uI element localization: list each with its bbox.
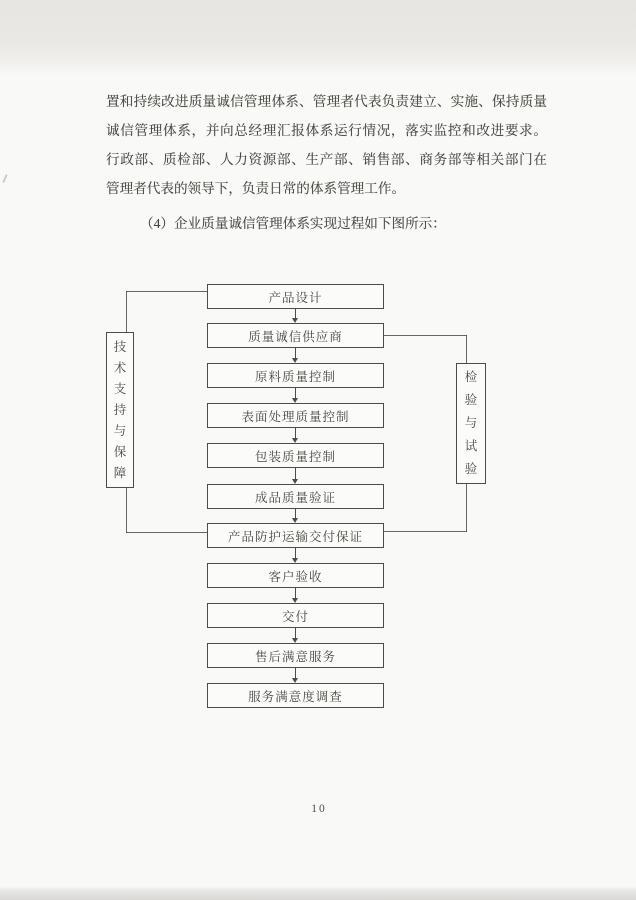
paragraph-line-1: 置和持续改进质量诚信管理体系、管理者代表负责建立、实施、保持质量 [106,94,547,109]
flow-step-customer-acceptance: 客户验收 [207,563,384,588]
page-number: 10 [311,803,327,815]
down-arrow-icon [292,628,299,643]
flow-side-technical-support [106,332,134,488]
flow-side-label: 检验与试验 [464,370,478,476]
flow-step-aftersales-service: 售后满意服务 [207,643,384,668]
flow-step-delivery: 交付 [207,603,384,628]
connector-right-top-h [384,335,467,336]
connector-left-bottom-v [126,488,127,533]
down-arrow-icon [292,309,299,323]
flow-side-label: 技术支持与保障 [113,339,127,480]
connector-right-bottom-v [466,484,467,532]
down-arrow-icon [292,668,299,683]
connector-left-top-h [126,291,207,292]
connector-right-top-v [466,335,467,363]
down-arrow-icon [292,468,299,484]
paragraph-line-3: 行政部、质检部、人力资源部、生产部、销售部、商务部等相关部门在 [106,152,547,167]
flow-step-surface-treatment: 表面处理质量控制 [207,403,384,428]
down-arrow-icon [292,548,299,563]
connector-left-top-v [126,291,127,332]
down-arrow-icon [292,428,299,443]
flow-step-protection-delivery: 产品防护运输交付保证 [207,523,384,548]
down-arrow-icon [292,588,299,603]
down-arrow-icon [292,348,299,363]
paragraph-line-4: 管理者代表的领导下，负责日常的体系管理工作。 [106,181,406,196]
flow-step-product-design: 产品设计 [207,284,384,309]
connector-right-bottom-h [384,531,467,532]
flow-step-supplier: 质量诚信供应商 [207,323,384,348]
flow-step-finished-product: 成品质量验证 [207,484,384,509]
down-arrow-icon [292,509,299,523]
flow-step-packaging: 包装质量控制 [207,443,384,468]
flow-side-inspection-test [456,363,486,484]
flow-step-satisfaction-survey: 服务满意度调查 [207,683,384,708]
down-arrow-icon [292,388,299,403]
connector-left-bottom-h [126,532,207,533]
flow-step-raw-material: 原料质量控制 [207,363,384,388]
section-heading: （4）企业质量诚信管理体系实现过程如下图所示： [140,216,446,231]
paragraph-line-2: 诚信管理体系，并向总经理汇报体系运行情况，落实监控和改进要求。 [106,123,547,138]
